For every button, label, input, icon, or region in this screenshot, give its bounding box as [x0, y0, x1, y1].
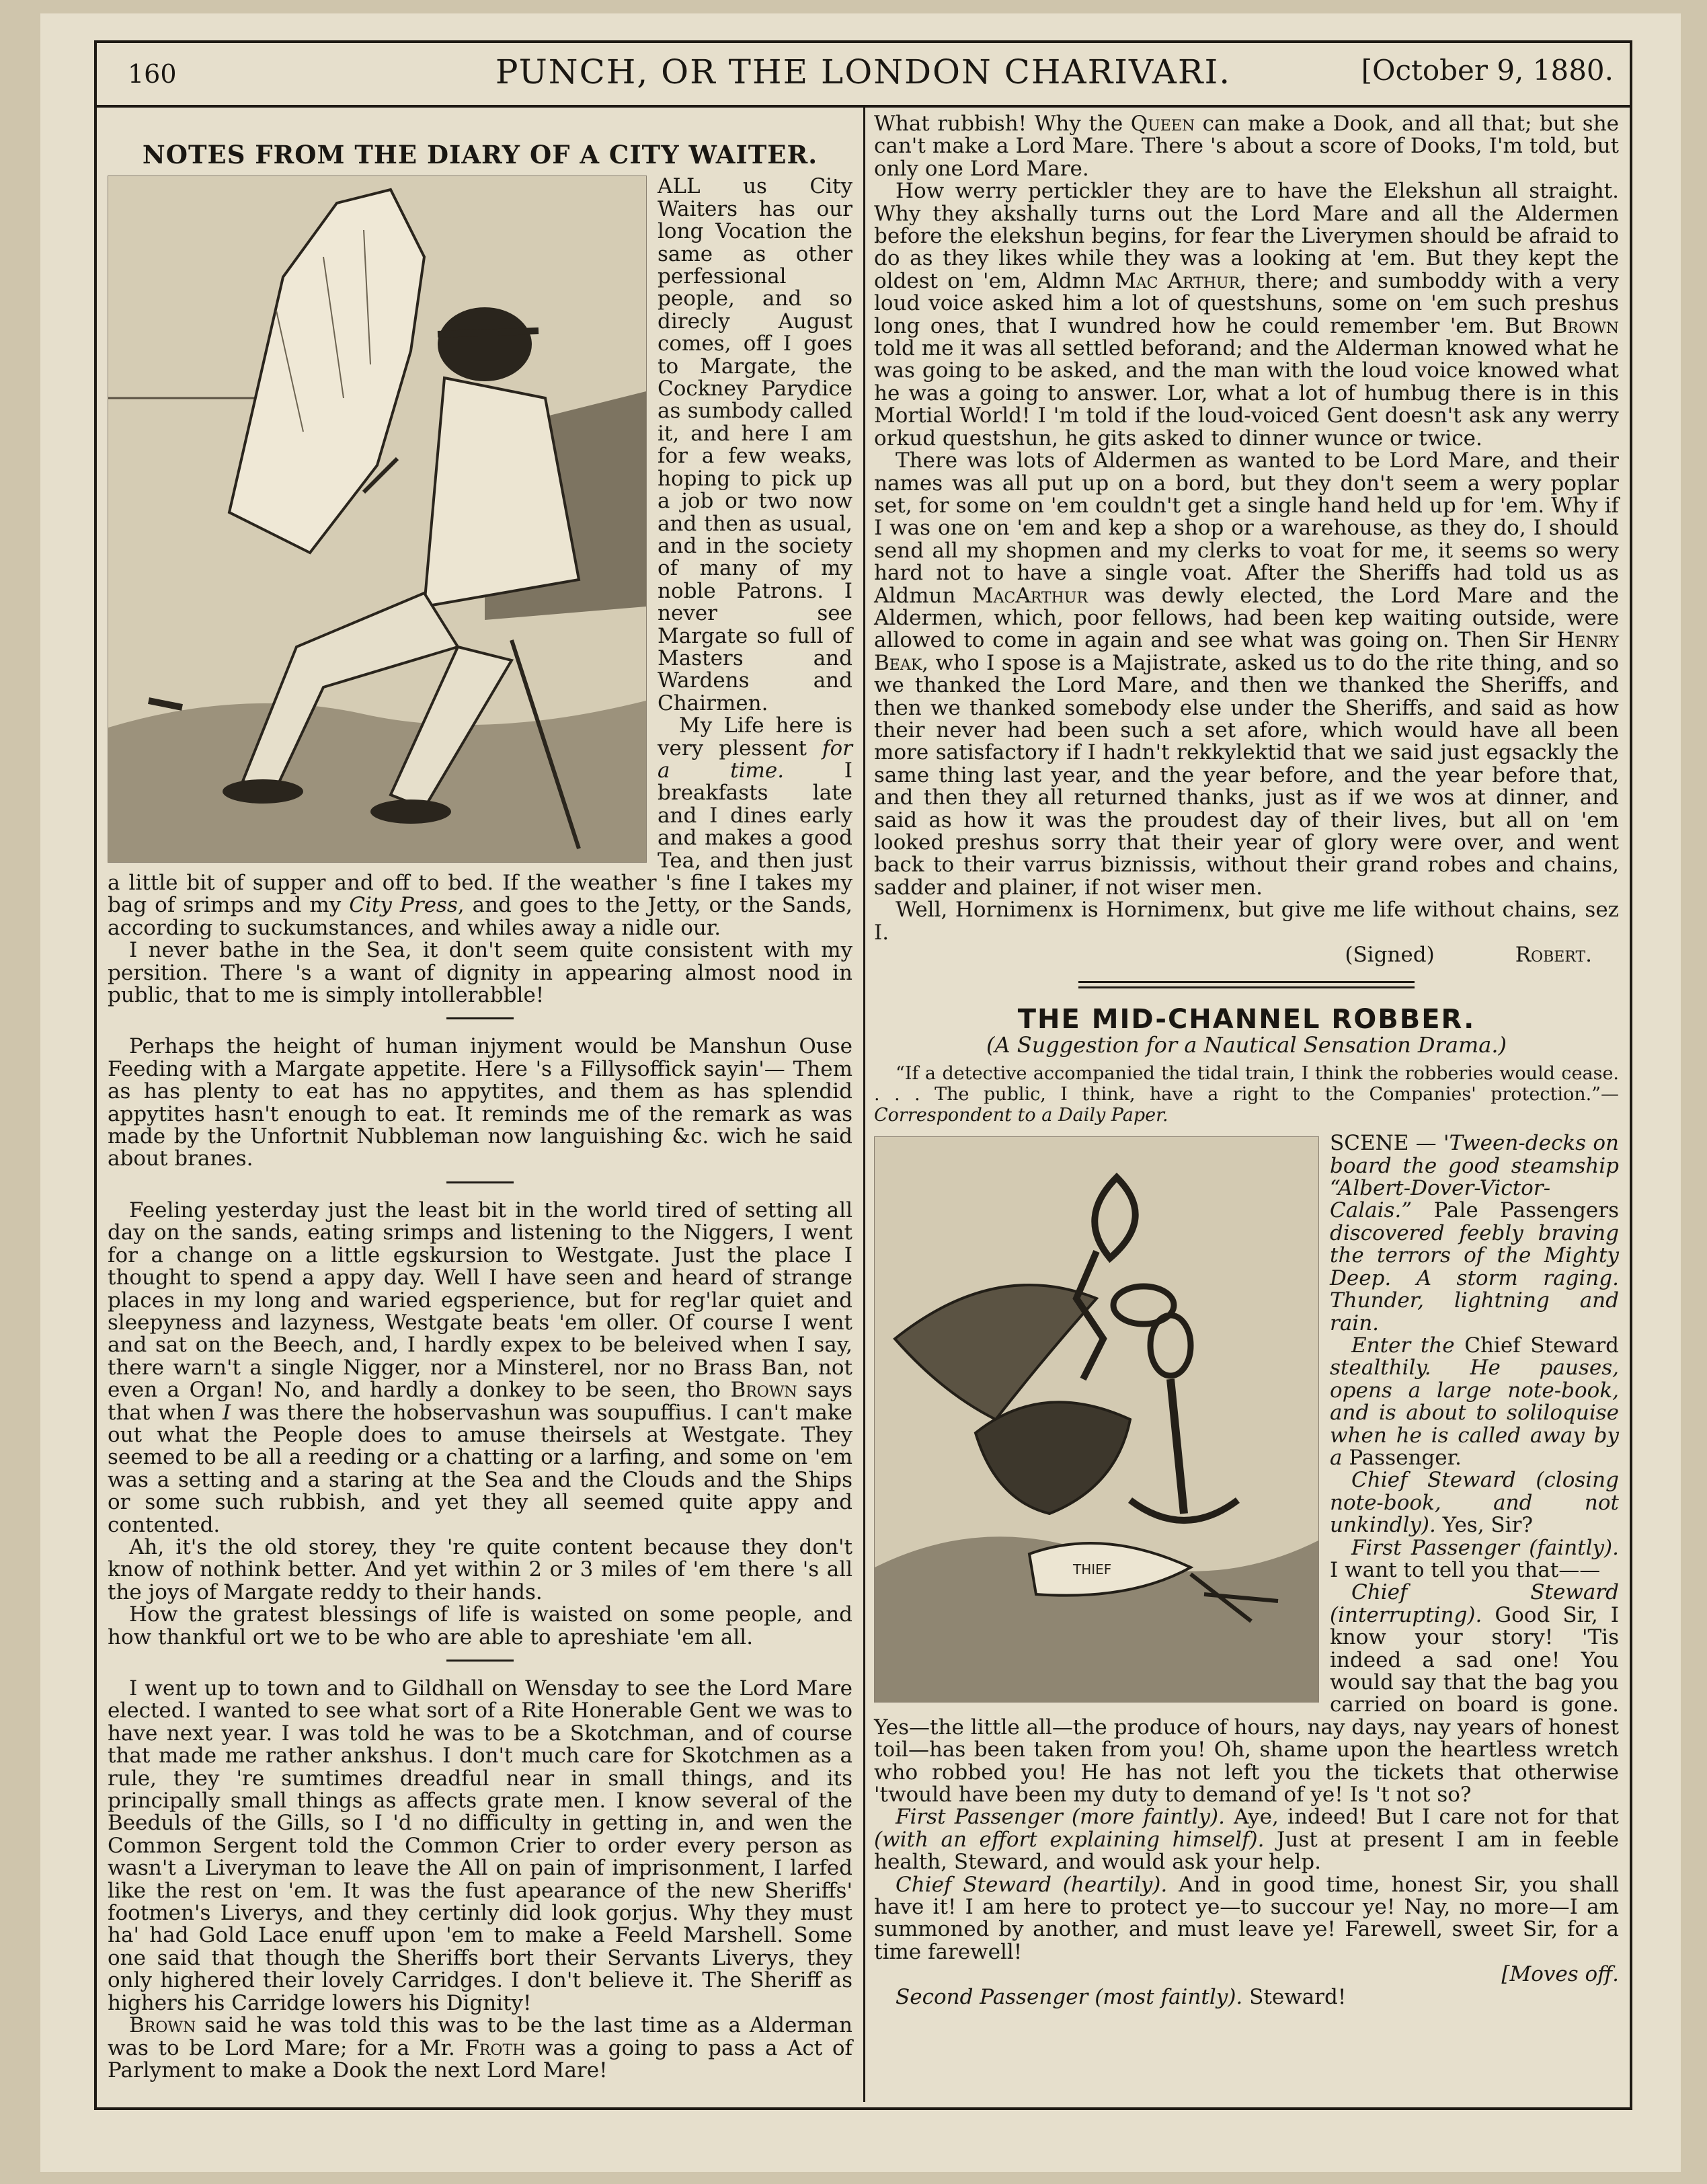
- signed-label: (Signed): [1345, 943, 1435, 968]
- dialogue-line: Second Passenger (most faintly). Steward!: [896, 1984, 1347, 2009]
- signer-name: Robert.: [1515, 943, 1592, 968]
- article-title-city-waiter: NOTES FROM THE DIARY OF A CITY WAITER.: [142, 140, 818, 169]
- dialogue-line: First Passenger (faintly). I want to tell you that——: [1330, 1535, 1619, 1582]
- paragraph: My Life here is very plessent for a time. I breakfasts late and I dines early and makes a good Tea, and then just a little bit of supper and off to bed. If the weather 's fine I takes my bag of srimps and my City Press, and goes to the Jetty, or the Sands, according to suckumstances, and whiles away a nidle our.: [108, 713, 853, 940]
- column-divider: [863, 108, 865, 2102]
- page-number: 160: [128, 59, 177, 89]
- section-separator: [446, 1017, 514, 1019]
- dialogue-line: Chief Steward (closing note-book, and not unkindly). Yes, Sir?: [1330, 1468, 1619, 1538]
- paragraph: I went up to town and to Gildhall on Wensday to see the Lord Mare elected. I wanted to see what sort of a Rite Honerable Gent we was to have next year. I was told he was to be a Skotchman, and of course that made me rather ankshus. I don't much care for Skotchmen as a rule, they 're sumtimes dreadful near in small things, and its principally small things as affects grate men. I know several of the Beeduls of the Gills, so I 'd no difficulty in getting in, and wen the Common Sergent told the Common Crier to order every person as wasn't a Liveryman to leave the All on pain of imprisonment, I larfed like the rest on 'em. It was the fust apearance of the new Sheriffs' footmen's Liverys, and they certinly did look gorjus. Why they must ha' had Gold Lace enuff upon 'em to make a Feeld Marshell. Some one said that though the Sheriffs bort their Servants Liverys, they only highered their lovely Carridges. I don't believe it. The Sheriff as highers his Carridge lowers his Dignity!: [108, 1676, 852, 2015]
- paragraph: Well, Hornimenx is Hornimenx, but give me life without chains, sez I.: [874, 898, 1619, 945]
- dialogue-line: First Passenger (more faintly). Aye, indeed! But I care not for that (with an effort explaining himself). Just at present I am in feeble health, Steward, and would ask your help.: [874, 1805, 1619, 1875]
- article-subtitle: (A Suggestion for a Nautical Sensation Drama.): [986, 1031, 1507, 1058]
- paragraph: How werry pertickler they are to have the Elekshun all straight. Why they akshally turns out the Lord Mare and all the Aldermen before the elekshun begins, for fear the Liverymen should be afraid to do as they likes while they was a looking at 'em. But they kept the oldest on 'em, Aldmn Mac Arthur, there; and sumboddy with a very loud voice asked him a lot of questshuns, some on 'em such preshus long ones, that I wundred how he could remember 'em. But Brown told me it was all settled beforand; and the Alderman knowed what he was going to be asked, and the man with the loud voice knowed what he was a going to answer. Lor, what a lot of humbug there is in this Mortial World! I 'm told if the loud-voiced Gent doesn't ask any werry orkud questshun, he gits asked to dinner wunce or twice.: [874, 179, 1619, 451]
- section-separator: [446, 1660, 514, 1662]
- paragraph: I never bathe in the Sea, it don't seem quite consistent with my persition. There 's a want of dignity in appearing almost nood in public, that to me is simply intollerabble!: [108, 938, 852, 1008]
- stage-direction: SCENE — 'Tween-decks on board the good steamship “Albert-Dover-Victor-Calais.” Pale Passengers discovered feebly braving the terrors of the Mighty Deep. A storm raging. Thunder, lightning and rain.: [1330, 1131, 1619, 1335]
- right-column: [874, 113, 1619, 2100]
- stage-exit: [Moves off.: [1501, 1962, 1619, 1987]
- article-separator: [1078, 981, 1415, 988]
- page-header: [94, 40, 1632, 108]
- stage-direction: Enter the Chief Steward stealthily. He pauses, opens a large note-book, and is about to soliloquise when he is called away by a Passenger.: [1330, 1333, 1619, 1470]
- paragraph: Brown said he was told this was to be the last time as a Alderman was to be Lord Mare; for a Mr. Froth was a going to pass a Act of Parlyment to make a Dook the next Lord Mare!: [108, 2013, 852, 2082]
- paragraph: Feeling yesterday just the least bit in the world tired of setting all day on the sands, eating srimps and listening to the Niggers, I went for a change on a little egskursion to Westgate. Just the place I thought to spend a appy day. Well I have seen and heard of strange places in my long and waried egsperience, but for reg'lar quiet and sleepyness and lazyness, Westgate beats 'em oller. Of course I went and sat on the Beech, and, I hardly expex to be beleived when I say, there warn't a single Nigger, nor a Minsterel, nor no Brass Ban, not even a Organ! No, and hardly a donkey to be seen, tho Brown says that when I was there the hobservashun was soupuffius. I can't make out what the People does to amuse theirsels at Westgate. They seemed to be all a reeding or a chatting or a larfing, and some on 'em was a setting and a staring at the Sea and the Clouds and the Ships or some such rubbish, and yet they all seemed quite appy and contented.: [108, 1198, 852, 1537]
- paragraph: ALL us City Waiters has our long Vocation the same as other perfessional people, and so direcly August comes, off I goes to Margate, the Cockney Parydice as sumbody called it, and here I am for a few weaks, hoping to pick up a job or two now and then as usual, and in the society of many of my noble Patrons. I never see Margate so full of Masters and Wardens and Chairmen.: [658, 174, 852, 715]
- thief-label: THIEF: [1073, 1561, 1112, 1578]
- thief-eagle-chain-illustration: [874, 1136, 1319, 1703]
- masthead-title: PUNCH, OR THE LONDON CHARIVARI.: [495, 52, 1232, 91]
- paragraph: How the gratest blessings of life is waisted on some people, and how thankful ort we to be who are able to apreshiate 'em all.: [108, 1602, 852, 1649]
- left-column: [108, 116, 852, 2099]
- dialogue-line: Chief Steward (interrupting). Good Sir, I know your story! 'Tis indeed a sad one! You would say that the bag you carried on board is gone. Yes—the little all—the produce of hours, nay days, nay years of honest toil—has been taken from you! Oh, shame upon the heartless wretch who robbed you! He has not left you the tickets that otherwise 'twould have been my duty to demand of ye! Is 't not so?: [874, 1580, 1619, 1807]
- issue-date: [October 9, 1880.: [1361, 54, 1614, 87]
- paragraph: What rubbish! Why the Queen can make a Dook, and all that; but she can't make a Lord Mare. There 's about a score of Dooks, I'm told, but only one Lord Mare.: [874, 112, 1620, 181]
- signature-line: [874, 944, 1592, 966]
- section-separator: [446, 1181, 514, 1183]
- article-title-mid-channel-robber: THE MID-CHANNEL ROBBER.: [1017, 1004, 1476, 1036]
- paragraph: Perhaps the height of human injyment would be Manshun Ouse Feeding with a Margate appetite. Here 's a Fillysoffick sayin'— Them as has plenty to eat has no appytites, and them as has splendid appytites hasn't enough to eat. It reminds me of the remark as was made by the Unfortnit Nubbleman now languishing &c. wich he said about branes.: [108, 1034, 852, 1171]
- dialogue-line: Chief Steward (heartily). And in good time, honest Sir, you shall have it! I am here to protect ye—to succour ye! Nay, no more—I am summoned by another, and must leave ye! Farewell, sweet Sir, for a time farewell!: [874, 1872, 1619, 1964]
- paragraph: Ah, it's the old storey, they 're quite content because they don't know of nothink better. And yet within 2 or 3 miles of 'em there 's all the joys of Margate reddy to their hands.: [108, 1534, 852, 1604]
- paragraph: There was lots of Aldermen as wanted to be Lord Mare, and their names was all put up on a bord, but they don't seem a wery poplar set, for some on 'em couldn't get a single hand held up for 'em. Why if I was one on 'em and kep a shop or a warehouse, as they do, I should send all my shopmen and my clerks to voat for me, it seems so wery hard not to have a single voat. After the Sheriffs had told us as Aldmun MacArthur was dewly elected, the Lord Mare and the Aldermen, which, poor fellows, had been kep waiting outside, were allowed to come in again and see what was going on. Then Sir Henry Beak, who I spose is a Majistrate, asked us to do the rite thing, and so we thanked the Lord Mare, and then we thanked the Sheriffs, and then we thanked somebody else under the Sheriffs, and said as how their never had been such a set afore, which would have all been more satisfactory if I hadn't rekkylektid that we said just egsackly the same thing last year, and the year before, and the year before that, and then they all returned thanks, just as if we wos at dinner, and said as how it was the proudest day of their lives, but all on 'em looked preshus sorry that their year of glory were over, and went back to their varrus biznissis, without their grand robes and chains, sadder and plainer, if not wiser men.: [874, 448, 1619, 900]
- epigraph-quote: “If a detective accompanied the tidal train, I think the robberies would cease. . . . The public, I think, have a right to the Companies' protection.”— Correspondent to a Daily Paper.: [874, 1063, 1619, 1126]
- seaside-waiter-illustration: [108, 176, 647, 863]
